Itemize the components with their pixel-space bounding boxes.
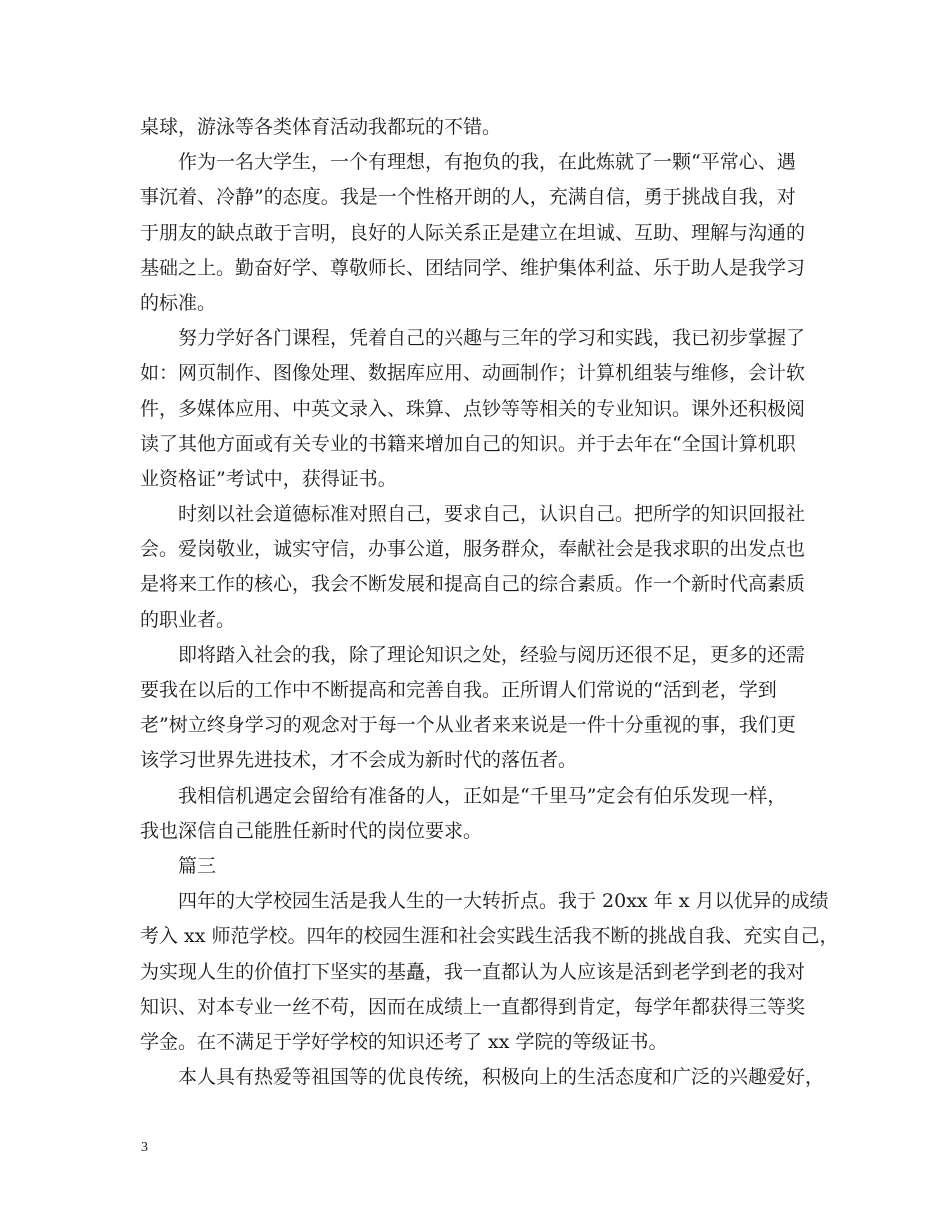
text-line: 即将踏入社会的我，除了理论知识之处，经验与阅历还很不足，更多的还需 [178, 643, 806, 666]
text-line: 事沉着、冷静”的态度。我是一个性格开朗的人，充满自信，勇于挑战自我，对 [140, 186, 796, 209]
text-line: 要我在以后的工作中不断提高和完善自我。正所谓人们常说的“活到老，学到 [140, 679, 777, 701]
text-line: 于朋友的缺点敢于言明，良好的人际关系正是建立在坦诚、互助、理解与沟通的 [140, 221, 806, 244]
text-line: 时刻以社会道德标准对照自己，要求自己，认识自己。把所学的知识回报社 [178, 503, 806, 526]
text-line: 我相信机遇定会留给有准备的人，正如是“千里马”定会有伯乐发现一样， [178, 784, 787, 807]
text-line: 本人具有热爱等祖国等的优良传统，积极向上的生活态度和广泛的兴趣爱好， [178, 1066, 825, 1089]
text-line: 桌球，游泳等各类体育活动我都玩的不错。 [140, 116, 502, 138]
text-line: 业资格证”考试中，获得证书。 [140, 467, 397, 490]
text-line: 件，多媒体应用、中英文录入、珠算、点钞等等相关的专业知识。课外还积极阅 [140, 397, 806, 420]
text-line: 四年的大学校园生活是我人生的一大转折点。我于 20xx 年 x 月以优异的成绩 [178, 890, 829, 913]
page-number: 3 [141, 1140, 148, 1155]
text-line: 努力学好各门课程，凭着自己的兴趣与三年的学习和实践，我已初步掌握了 [178, 327, 806, 350]
text-line: 老”树立终身学习的观念对于每一个从业者来来说是一件十分重视的事，我们更 [140, 714, 796, 737]
text-line: 知识、对本专业一丝不苟，因而在成绩上一直都得到肯定，每学年都获得三等奖 [140, 995, 806, 1018]
document-body [140, 110, 839, 1095]
text-line: 该学习世界先进技术，才不会成为新时代的落伍者。 [140, 749, 578, 772]
text-line: 的职业者。 [140, 608, 236, 631]
text-line: 基础之上。勤奋好学、尊敬师长、团结同学、维护集体利益、乐于助人是我学习 [140, 256, 806, 279]
text-line: 考入 xx 师范学校。四年的校园生涯和社会实践生活我不断的挑战自我、充实自己， [140, 925, 839, 948]
text-line: 篇三 [178, 854, 217, 877]
text-line: 我也深信自己能胜任新时代的岗位要求。 [140, 819, 483, 842]
text-line: 读了其他方面或有关专业的书籍来增加自己的知识。并于去年在“全国计算机职 [140, 432, 796, 455]
text-line: 是将来工作的核心，我会不断发展和提高自己的综合素质。作一个新时代高素质 [140, 573, 806, 596]
text-line: 如：网页制作、图像处理、数据库应用、动画制作；计算机组装与维修，会计软 [140, 362, 806, 385]
text-line: 作为一名大学生，一个有理想，有抱负的我，在此炼就了一颗“平常心、遇 [178, 151, 796, 174]
text-line: 会。爱岗敬业，诚实守信，办事公道，服务群众，奉献社会是我求职的出发点也 [140, 538, 806, 561]
text-line: 的标准。 [140, 291, 217, 314]
text-line: 为实现人生的价值打下坚实的基矗，我一直都认为人应该是活到老学到老的我对 [140, 960, 806, 983]
text-line: 学金。在不满足于学好学校的知识还考了 xx 学院的等级证书。 [140, 1030, 668, 1053]
